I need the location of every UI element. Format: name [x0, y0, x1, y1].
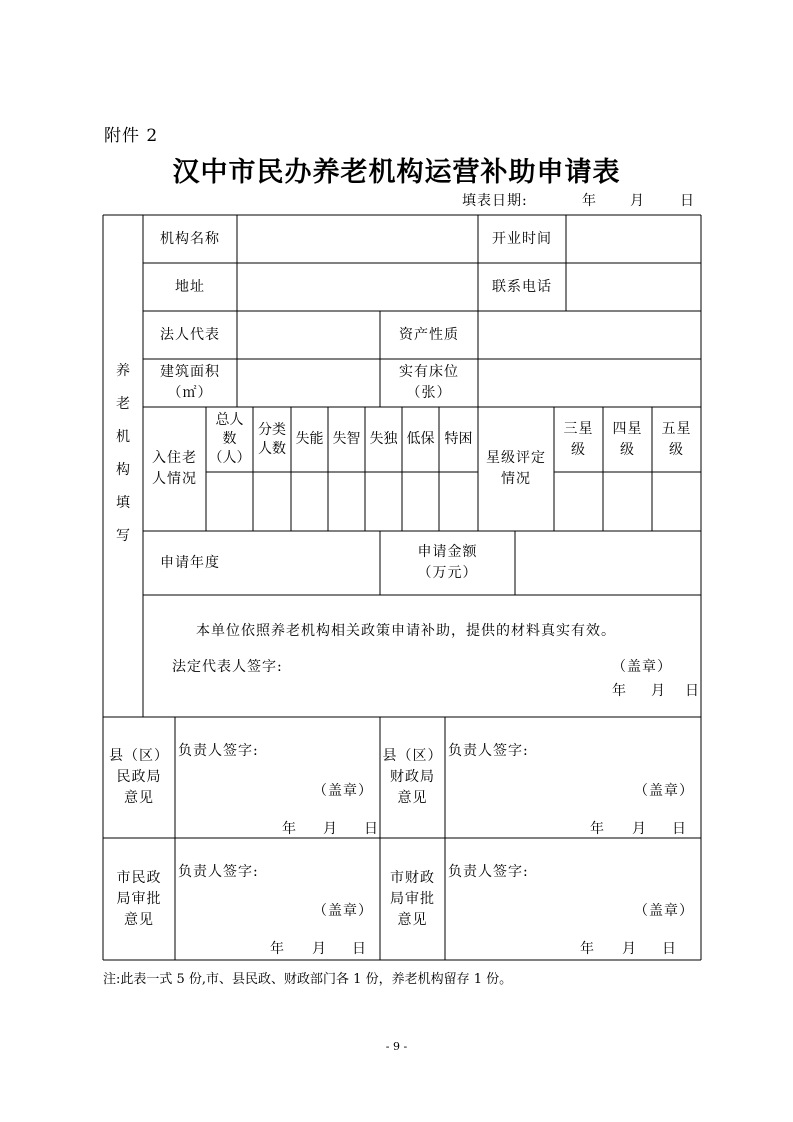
city-finance-signer-label: 负责人签字: [448, 864, 529, 880]
asset-nature-field[interactable] [478, 311, 701, 359]
county-civil-signer-label: 负责人签字: [178, 743, 259, 759]
fill-date-label: 填表日期: [462, 193, 528, 209]
label-dementia: 失智 [332, 431, 361, 447]
label-county-civil-opinion: 县（区） 民政局 意见 [109, 748, 169, 806]
county-civil-day: 日 [364, 821, 379, 837]
city-finance-year: 年 [580, 941, 595, 957]
city-finance-month: 月 [622, 941, 637, 957]
declaration-statement: 本单位依照养老机构相关政策申请补助，提供的材料真实有效。 [196, 623, 616, 639]
declaration-signature-label: 法定代表人签字: [172, 659, 283, 675]
four-star-field[interactable] [603, 472, 652, 531]
fill-date-year: 年 [582, 193, 596, 209]
label-legal-rep: 法人代表 [160, 326, 220, 343]
label-address: 地址 [175, 278, 205, 295]
label-build-area: 建筑面积 （㎡） [160, 364, 220, 401]
city-finance-day: 日 [662, 941, 677, 957]
label-solitary: 失独 [369, 431, 398, 447]
three-star-field[interactable] [554, 472, 603, 531]
county-finance-seal: （盖章） [634, 783, 694, 799]
label-category-count: 分类 人数 [258, 421, 286, 457]
label-org-name: 机构名称 [160, 230, 220, 247]
label-open-time: 开业时间 [492, 230, 552, 247]
county-civil-seal: （盖章） [313, 783, 373, 799]
build-area-field[interactable] [237, 359, 380, 407]
apply-amount-field[interactable] [515, 531, 701, 595]
declaration-month: 月 [651, 683, 666, 699]
label-city-civil-opinion: 市民政 局审批 意见 [116, 869, 162, 928]
county-finance-signer-label: 负责人签字: [448, 743, 529, 759]
county-civil-month: 月 [323, 821, 338, 837]
form-title: 汉中市民办养老机构运营补助申请表 [172, 157, 621, 188]
county-civil-year: 年 [282, 821, 297, 837]
category-count-field[interactable] [253, 472, 291, 531]
org-name-field[interactable] [237, 215, 478, 263]
label-five-star: 五星 级 [661, 420, 692, 458]
phone-field[interactable] [566, 263, 701, 311]
city-civil-year: 年 [270, 941, 285, 957]
label-beds: 实有床位 （张） [399, 364, 459, 401]
attachment-label: 附件 2 [104, 126, 159, 146]
footer-note: 注:此表一式 5 份,市、县民政、财政部门各 1 份，养老机构留存 1 份。 [103, 972, 513, 987]
apply-year-field[interactable] [237, 531, 380, 595]
fill-date-day: 日 [680, 193, 694, 209]
city-civil-month: 月 [312, 941, 327, 957]
label-star-rating: 星级评定 情况 [486, 450, 546, 487]
open-time-field[interactable] [566, 215, 701, 263]
label-apply-amount: 申请金额 （万元） [417, 544, 478, 581]
city-finance-seal: （盖章） [634, 903, 694, 919]
label-disabled: 失能 [295, 431, 324, 447]
disabled-field[interactable] [291, 472, 328, 531]
label-city-finance-opinion: 市财政 局审批 意见 [390, 869, 435, 928]
dementia-field[interactable] [328, 472, 365, 531]
legal-rep-field[interactable] [237, 311, 380, 359]
low-income-field[interactable] [402, 472, 439, 531]
county-finance-year: 年 [590, 821, 605, 837]
county-finance-day: 日 [672, 821, 687, 837]
section-label-vertical: 养 老 机 构 填 写 [116, 363, 130, 544]
label-residents: 入住老 人情况 [152, 450, 197, 487]
city-civil-seal: （盖章） [313, 903, 373, 919]
city-civil-day: 日 [352, 941, 367, 957]
fill-date-month: 月 [630, 193, 644, 209]
label-four-star: 四星 级 [612, 420, 643, 458]
label-county-finance-opinion: 县（区） 财政局 意见 [382, 748, 443, 806]
label-low-income: 低保 [406, 431, 435, 447]
declaration-year: 年 [612, 683, 627, 699]
city-civil-signer-label: 负责人签字: [178, 864, 259, 880]
special-poor-field[interactable] [439, 472, 478, 531]
beds-field[interactable] [478, 359, 701, 407]
label-phone: 联系电话 [492, 278, 552, 295]
address-field[interactable] [237, 263, 478, 311]
label-total-count: 总人 数 （人） [208, 412, 251, 466]
page-number: - 9 - [385, 1040, 408, 1053]
five-star-field[interactable] [652, 472, 701, 531]
total-count-field[interactable] [206, 472, 253, 531]
label-apply-year: 申请年度 [160, 554, 220, 571]
label-special-poor: 特困 [444, 431, 473, 447]
county-finance-month: 月 [632, 821, 647, 837]
label-three-star: 三星 级 [563, 420, 594, 458]
declaration-day: 日 [685, 683, 700, 699]
label-asset-nature: 资产性质 [399, 326, 459, 343]
declaration-seal: （盖章） [612, 659, 672, 675]
solitary-field[interactable] [365, 472, 402, 531]
